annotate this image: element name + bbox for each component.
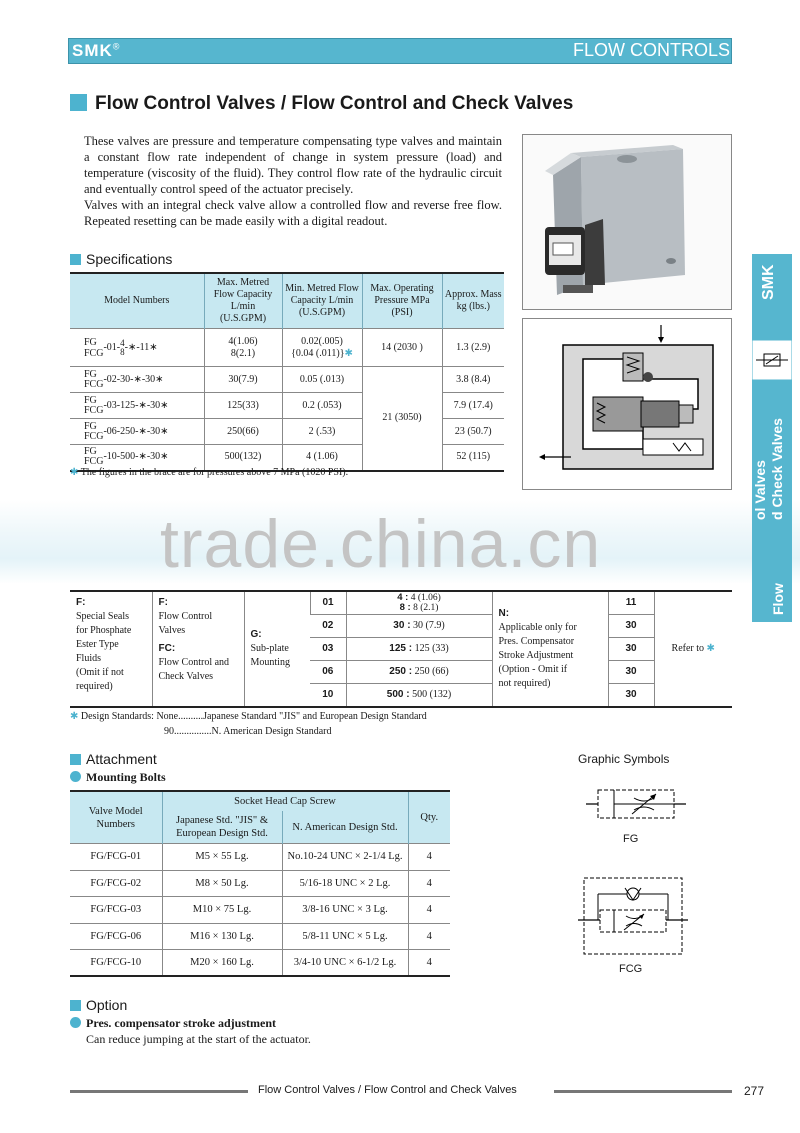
header-qty: Qty. <box>408 791 450 844</box>
star-icon: ✱ <box>70 711 79 722</box>
heading-square-icon <box>70 754 81 765</box>
header-valve-model: Valve Model Numbers <box>70 791 162 844</box>
model-code-table: F: Special Seals for Phosphate Ester Type Fluids (Omit if not required) F: Flow Control Valves FC: Flow Control and Check Valves G: Sub-plate Mounting 01 4 : 4 (1.06) 8 : 8 (2.1) N: Applicable only for Pres. Compensator Stroke Adjustment (Option - Omit if not required) 11 Refer to ✱ 02 30 : 30 (7.9) 30 03 125 : 125 (33) 30 06 250 : 250 (66) 30 10 500 : 500 (132) 30 <box>70 590 732 708</box>
design-standards: ✱ Design Standards: None..........Japanese Standard "JIS" and European Design Standard 90...............N. American Design Standard <box>70 711 427 737</box>
fcg-label: FCG <box>619 963 643 975</box>
star-icon: ✱ <box>706 642 715 654</box>
table-row: FG/FCG-01 M5 × 55 Lg. No.10-24 UNC × 2-1/4 Lg. 4 <box>70 844 450 871</box>
footer-rule-left <box>70 1090 248 1093</box>
seal-option-cell: F: Special Seals for Phosphate Ester Type Fluids (Omit if not required) <box>76 597 132 692</box>
footer-rule-right <box>554 1090 732 1093</box>
bullet-circle-icon <box>70 1017 81 1028</box>
heading-square-icon <box>70 254 81 265</box>
pres-comp-cell: N: Applicable only for Pres. Compensator Stroke Adjustment (Option - Omit if not required) <box>492 591 608 707</box>
table-row: FG FCG -06-250-∗-30∗ 250(66) 2 (.53) 23 (50.7) <box>70 419 504 445</box>
option-heading: Option <box>70 997 127 1013</box>
star-icon: ✱ <box>70 467 79 478</box>
model-cell: FG FCG -01- 4 8 -∗-11∗ <box>70 329 204 367</box>
side-tab-label: ol Valves d Check Valves <box>752 418 785 520</box>
brand-logo: SMK® <box>72 41 121 60</box>
shared-pressure-cell: 21 (3050) <box>362 367 442 471</box>
title-square-icon <box>70 94 87 111</box>
heading-square-icon <box>70 1000 81 1011</box>
header-na: N. American Design Std. <box>282 811 408 844</box>
graphic-symbols-title: Graphic Symbols <box>578 752 670 766</box>
table-header-row <box>70 273 504 329</box>
table-row: FG FCG -03-125-∗-30∗ 125(33) 0.2 (.053) 7.9 (17.4) <box>70 393 504 419</box>
table-row: FG/FCG-02 M8 × 50 Lg. 5/16-18 UNC × 2 Lg. 4 <box>70 870 450 897</box>
table-row: FG FCG -02-30-∗-30∗ 30(7.9) 0.05 (.013) 21 (3050) 3.8 (8.4) <box>70 367 504 393</box>
option-subheading: Pres. compensator stroke adjustment <box>70 1016 276 1031</box>
side-tab-label-flow: Flow <box>770 583 786 615</box>
table-row: FG FCG -10-500-∗-30∗ 500(132) 4 (1.06) 52 (115) <box>70 445 504 471</box>
refer-cell: Refer to ✱ <box>654 591 732 707</box>
spec-footnote: ✱ The figures in the brace are for pressures above 7 MPa (1020 PSI). <box>70 467 349 478</box>
fg-label: FG <box>623 833 639 845</box>
mounting-bolts-heading: Mounting Bolts <box>70 770 166 785</box>
header-mass: Approx. Mass kg (lbs.) <box>442 273 504 329</box>
table-row: FG/FCG-10 M20 × 160 Lg. 3/4-10 UNC × 6-1/2 Lg. 4 <box>70 950 450 977</box>
bullet-circle-icon <box>70 771 81 782</box>
watermark: trade.china.cn <box>160 506 602 582</box>
star-icon: ✱ <box>344 347 353 359</box>
header-min-flow: Min. Metred Flow Capacity L/min (U.S.GPM) <box>282 273 362 329</box>
mounting-bolts-table <box>70 790 450 977</box>
product-photo <box>522 134 732 310</box>
section-title: FLOW CONTROLS <box>572 40 730 60</box>
fcg-symbol <box>578 876 688 961</box>
specifications-table <box>70 272 504 472</box>
side-tab-brand: SMK <box>760 264 777 300</box>
mounting-cell: G: Sub-plate Mounting <box>244 591 310 707</box>
intro-text: These valves are pressure and temperature compensating type valves and maintain a constant flow rate independent of change in system pressure (load) and temperature (viscosity of the fluid). They control flow rate of the hydraulic circuit and eventually control speed of the actuator precisely. Valves with an integral check valve allow a controlled flow and reverse free flow. Repeated resetting can be made easily with a digital readout. <box>84 134 502 228</box>
page-number: 277 <box>744 1084 765 1098</box>
fg-symbol <box>586 786 686 827</box>
attachment-heading: Attachment <box>70 751 157 767</box>
series-cell: F: Flow Control Valves FC: Flow Control and Check Valves <box>152 591 244 707</box>
section-diagram <box>522 318 732 490</box>
page-title: Flow Control Valves / Flow Control and Check Valves <box>70 93 573 115</box>
header-screw: Socket Head Cap Screw <box>162 791 408 811</box>
table-row: FG/FCG-06 M16 × 130 Lg. 5/8-11 UNC × 5 Lg. 4 <box>70 923 450 950</box>
header-model: Model Numbers <box>70 273 204 329</box>
table-row: FG/FCG-03 M10 × 75 Lg. 3/8-16 UNC × 3 Lg. 4 <box>70 897 450 924</box>
option-text: Can reduce jumping at the start of the actuator. <box>86 1032 311 1046</box>
header-max-flow: Max. Metred Flow Capacity L/min (U.S.GPM) <box>204 273 282 329</box>
header-pressure: Max. Operating Pressure MPa (PSI) <box>362 273 442 329</box>
table-row: FG FCG -01- 4 8 -∗-11∗ 4(1.06) 8(2.1) 0.02(.005) {0.04 (.011)}✱ 14 (2030 ) 1.3 (2.9) <box>70 329 504 367</box>
footer-text: Flow Control Valves / Flow Control and Check Valves <box>258 1084 517 1096</box>
header-jis: Japanese Std. "JIS" & European Design Std. <box>162 811 282 844</box>
specifications-heading: Specifications <box>70 251 172 267</box>
